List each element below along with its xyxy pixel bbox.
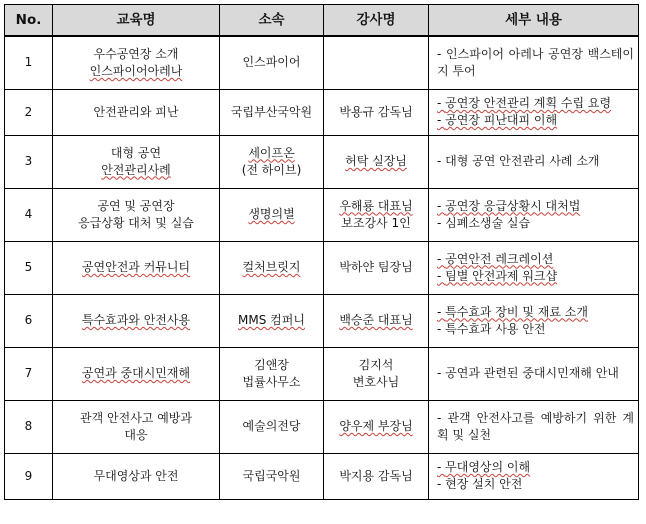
course-line: 공연안전과 커뮤니티 [81,260,191,274]
cell-affiliation [220,188,324,241]
table-row [5,453,639,499]
affiliation-line: 세이프온 [248,145,295,160]
instructor-line: 김지석 [358,357,394,372]
table-row [5,294,639,347]
table-row [5,135,639,188]
cell-affiliation [220,400,324,453]
cell-course [53,188,220,241]
cell-instructor [324,294,429,347]
table-row [5,89,639,135]
curriculum-table-wrapper [4,4,639,500]
detail-item: - 대형 공연 안전관리 사례 소개 [437,153,634,170]
table-row [5,188,639,241]
cell-course [53,294,220,347]
cell-no: 5 [5,241,53,294]
cell-no: 1 [5,36,53,89]
header-no: No. [5,5,53,37]
affiliation-line: 법률사무소 [242,374,301,389]
table-row [5,241,639,294]
detail-item: - 특수효과 사용 안전 [437,321,634,338]
cell-course [53,89,220,135]
detail-item: - 무대영상의 이해 [437,459,634,476]
course-line: 대응 [124,427,148,442]
cell-no: 8 [5,400,53,453]
cell-course [53,135,220,188]
cell-detail [429,135,639,188]
course-line: 공연 및 공연장 [97,198,175,213]
header-row [5,5,639,37]
affiliation-line: 국립국악원 [242,468,301,483]
affiliation-line: 예술의전당 [242,419,301,433]
course-line: 응급상황 대처 및 실습 [78,215,194,230]
header-affiliation: 소속 [220,5,324,37]
cell-detail [429,36,639,89]
cell-affiliation [220,241,324,294]
cell-affiliation [220,347,324,400]
instructor-line: 허탁 실장님 [345,154,407,168]
table-row [5,36,639,89]
instructor-line: 백승준 대표님 [339,313,413,327]
detail-item: - 특수효과 장비 및 재료 소개 [437,304,634,321]
detail-item: - 현장 설치 안전 [437,476,634,493]
cell-no: 6 [5,294,53,347]
course-line: 공연과 중대시민재해 [81,366,191,380]
detail-item: - 인스파이어 아레나 공연장 백스테이지 투어 [437,46,634,80]
curriculum-table [4,4,639,500]
course-line: 특수효과와 안전사용 [81,313,191,327]
cell-instructor [324,241,429,294]
affiliation-line: 인스파이어 [242,55,301,70]
cell-instructor [324,135,429,188]
detail-item: - 공연안전 레크레이션 [437,251,634,268]
instructor-line: 박지용 감독님 [339,468,413,483]
cell-detail [429,400,639,453]
cell-instructor [324,400,429,453]
cell-instructor [324,89,429,135]
instructor-line: 박용규 감독님 [339,104,413,119]
detail-item: - 팀별 안전과제 워크샵 [437,268,634,285]
detail-item: - 심폐소생술 실습 [437,215,634,232]
cell-detail [429,89,639,135]
instructor-line: 양우제 부장님 [339,419,413,433]
affiliation-line: 국립부산국악원 [230,104,313,119]
cell-no: 3 [5,135,53,188]
course-line: 대형 공연 [110,145,162,160]
cell-affiliation [220,453,324,499]
detail-item: - 관객 안전사고를 예방하기 위한 계획 및 실천 [437,410,634,444]
cell-instructor [324,347,429,400]
cell-detail [429,347,639,400]
cell-affiliation [220,135,324,188]
table-row [5,400,639,453]
instructor-line: 박하얀 팀장님 [339,260,413,274]
cell-detail [429,241,639,294]
cell-affiliation [220,36,324,89]
course-line: 안전관리사례 [101,162,171,177]
header-instructor: 강사명 [324,5,429,37]
cell-detail [429,453,639,499]
instructor-line: 보조강사 1인 [341,215,411,230]
cell-no: 2 [5,89,53,135]
cell-detail [429,294,639,347]
table-row [5,347,639,400]
detail-item: - 공연장 피난대피 이해 [437,112,634,129]
instructor-line: 우해룡 대표님 [339,198,413,213]
affiliation-line: (전 하이브) [241,162,302,177]
cell-course [53,36,220,89]
cell-course [53,453,220,499]
cell-course [53,241,220,294]
cell-course [53,400,220,453]
course-line: 무대영상과 안전 [93,468,179,483]
course-line: 관객 안전사고 예방과 [80,410,192,425]
affiliation-line: 컬처브릿지 [242,260,301,274]
course-line: 안전관리와 피난 [93,104,179,119]
cell-instructor [324,453,429,499]
cell-no: 7 [5,347,53,400]
detail-item: - 공연과 관련된 중대시민재해 안내 [437,365,634,382]
cell-detail [429,188,639,241]
cell-no: 4 [5,188,53,241]
cell-no: 9 [5,453,53,499]
header-detail: 세부 내용 [429,5,639,37]
affiliation-line: MMS 컴퍼니 [238,313,305,327]
affiliation-line: 김앤장 [254,357,289,372]
cell-affiliation [220,294,324,347]
instructor-line: 변호사님 [352,374,400,389]
course-line: 우수공연장 소개 [93,46,179,61]
affiliation-line: 생명의별 [248,207,295,221]
cell-affiliation [220,89,324,135]
course-line: 인스파이어아레나 [89,63,183,78]
header-course: 교육명 [53,5,220,37]
cell-course [53,347,220,400]
detail-item: - 공연장 안전관리 계획 수립 요령 [437,95,634,112]
cell-instructor [324,36,429,89]
detail-item: - 공연장 응급상황시 대처법 [437,198,634,215]
cell-instructor [324,188,429,241]
